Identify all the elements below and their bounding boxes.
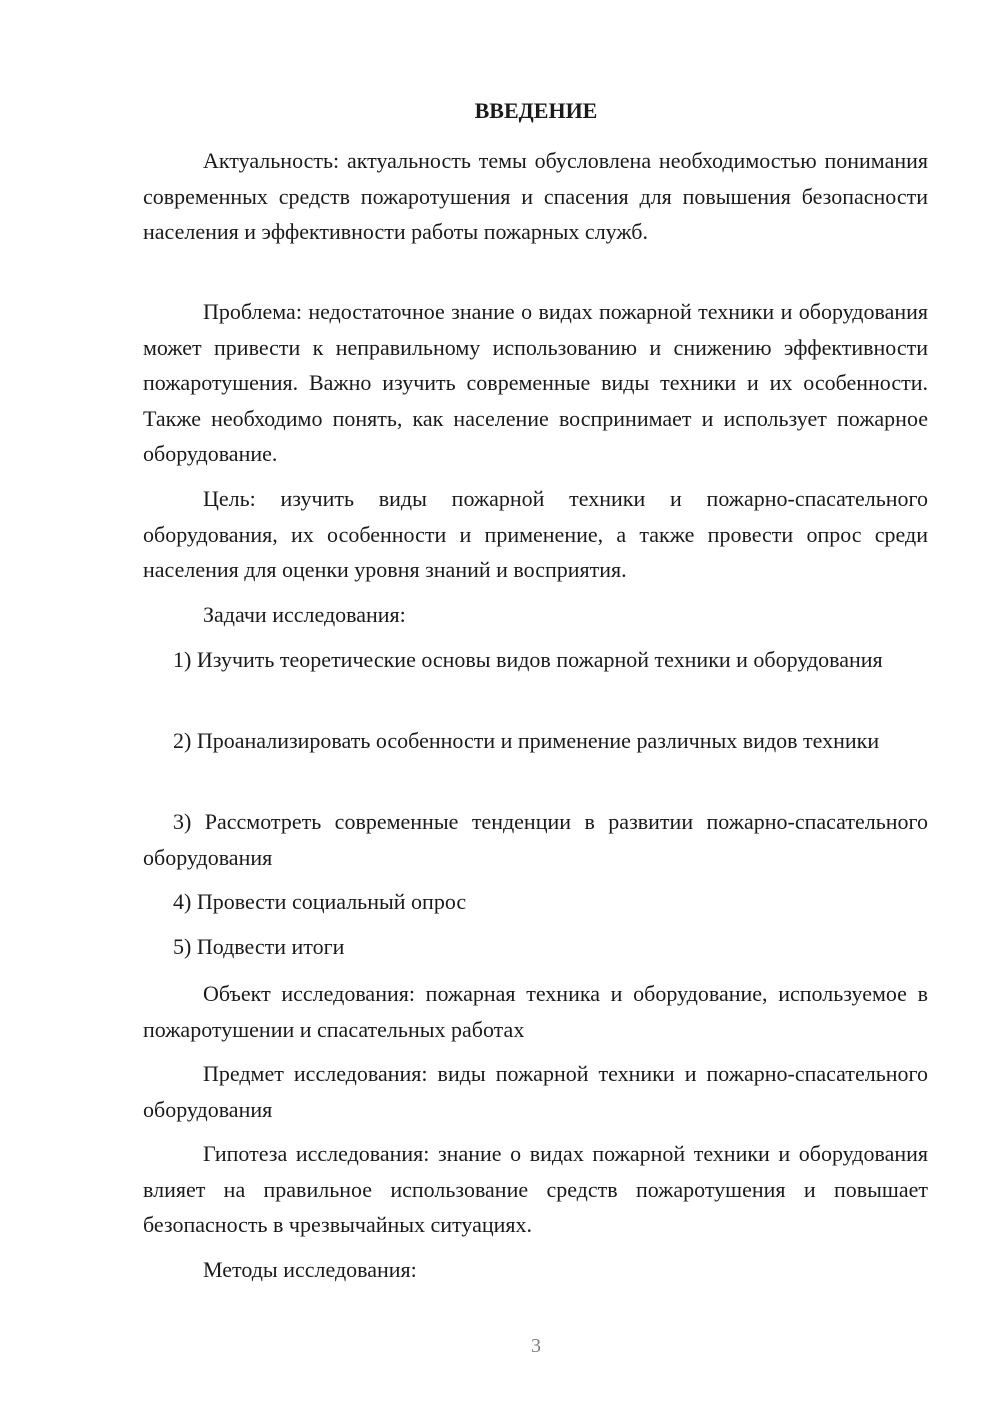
task-item-4	[143, 884, 928, 920]
task-item-3	[143, 804, 928, 875]
problem-text: Проблема: недостаточное знание о видах пожарной техники и оборудования может привести к неправильному использованию и снижению эффективности пожаротушения. Важно изучить современные виды техники и их особенности. Также необходимо понять, как население воспринимает и использует пожарное оборудование.	[143, 299, 928, 466]
list-item: 4) Провести социальный опрос	[173, 889, 467, 914]
list-item: 2) Проанализировать особенности и применение различных видов техники	[173, 728, 880, 753]
methods-heading-text: Методы исследования:	[203, 1257, 417, 1282]
subject-text: Предмет исследования: виды пожарной техники и пожарно-спасательного оборудования	[143, 1061, 928, 1122]
relevance-text: Актуальность: актуальность темы обусловлена необходимостью понимания современных средств пожаротушения и спасения для повышения безопасности населения и эффективности работы пожарных служб.	[143, 148, 928, 244]
relevance-paragraph	[143, 143, 928, 250]
object-text: Объект исследования: пожарная техника и оборудование, используемое в пожаротушении и спасательных работах	[143, 981, 928, 1042]
problem-paragraph	[143, 294, 928, 472]
goal-paragraph	[143, 481, 928, 588]
hypothesis-text: Гипотеза исследования: знание о видах пожарной техники и оборудования влияет на правильное использование средств пожаротушения и повышает безопасность в чрезвычайных ситуациях.	[143, 1141, 928, 1237]
task-item-5	[143, 929, 928, 965]
task-item-1	[143, 642, 928, 678]
object-paragraph	[143, 976, 928, 1047]
hypothesis-paragraph	[143, 1136, 928, 1243]
tasks-heading-text: Задачи исследования:	[203, 602, 406, 627]
methods-heading	[143, 1252, 928, 1288]
list-item: 3) Рассмотреть современные тенденции в развитии пожарно-спасательного оборудования	[143, 809, 928, 870]
list-item: 1) Изучить теоретические основы видов пожарной техники и оборудования	[173, 647, 883, 672]
page-number: 3	[531, 1335, 541, 1357]
page-title: ВВЕДЕНИЕ	[474, 98, 598, 123]
task-item-2	[143, 723, 928, 759]
list-item: 5) Подвести итоги	[173, 934, 345, 959]
goal-text: Цель: изучить виды пожарной техники и пожарно-спасательного оборудования, их особенности и применение, а также провести опрос среди населения для оценки уровня знаний и восприятия.	[143, 486, 928, 582]
tasks-heading	[143, 597, 928, 633]
subject-paragraph	[143, 1056, 928, 1127]
